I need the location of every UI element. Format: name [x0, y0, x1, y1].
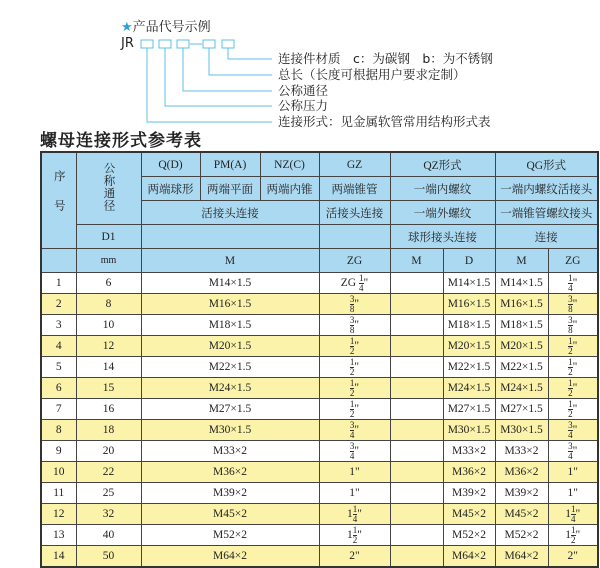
cell-qg-m: M45×2: [495, 504, 548, 525]
zg-denominator: 4: [349, 450, 355, 461]
zg-whole: 1: [567, 487, 574, 499]
cell-qz-m: [390, 399, 443, 420]
cell-no: 8: [41, 420, 76, 441]
cell-m: M45×2: [141, 504, 319, 525]
zg-whole: 2: [567, 550, 574, 562]
header-qd: Q(D): [141, 152, 200, 177]
cell-qz-d: M27×1.5: [443, 399, 495, 420]
table-row: [41, 525, 598, 546]
cell-qg-zg: [548, 441, 598, 462]
cell-m: M16×1.5: [141, 294, 319, 315]
label-length: 总长（长度可根据用户要求定制）: [278, 67, 466, 82]
zg-inch: ": [575, 528, 581, 541]
cell-qg-zg: [548, 525, 598, 546]
cell-qz-m: [390, 462, 443, 483]
label-material: 连接件材质 c：为碳钢 b：为不锈钢: [278, 51, 493, 66]
zg-whole: 1: [347, 507, 353, 520]
zg-inch: ": [573, 466, 578, 478]
cell-m: M20×1.5: [141, 336, 319, 357]
table-row: [41, 483, 598, 504]
zg-inch: ": [354, 360, 360, 373]
zg-inch: ": [572, 318, 578, 331]
cell-no: 3: [41, 315, 76, 336]
zg-inch: ": [354, 381, 360, 394]
header-qz-connection: 一端外螺纹: [390, 201, 495, 225]
cell-dn: 50: [76, 546, 141, 568]
cell-qg-zg: [548, 378, 598, 399]
cell-qz-d: M24×1.5: [443, 378, 495, 399]
zg-whole: 1: [565, 507, 572, 520]
cell-m: M64×2: [141, 546, 319, 568]
cell-m: M52×2: [141, 525, 319, 546]
zg-whole: 1: [567, 466, 574, 478]
cell-qz-d: M30×1.5: [443, 420, 495, 441]
zg-denominator: 8: [349, 324, 355, 335]
cell-qg-m: M16×1.5: [495, 294, 548, 315]
cell-m: M22×1.5: [141, 357, 319, 378]
cell-no: 14: [41, 546, 76, 568]
zg-numerator: 1: [349, 335, 355, 346]
zg-inch: ": [573, 487, 578, 499]
cell-zg: [319, 462, 390, 483]
code-box: [203, 40, 215, 48]
cell-dn: 18: [76, 420, 141, 441]
cell-qg-m: M30×1.5: [495, 420, 548, 441]
cell-dn: 22: [76, 462, 141, 483]
cell-qg-zg: [548, 336, 598, 357]
cell-qg-zg: [548, 546, 598, 568]
cell-no: 11: [41, 483, 76, 504]
table-row: [41, 336, 598, 357]
zg-inch: ": [355, 487, 360, 499]
header-qz-d: D: [443, 249, 495, 273]
cell-qg-zg: [548, 357, 598, 378]
cell-dn: 8: [76, 294, 141, 315]
table-row: [41, 441, 598, 462]
cell-no: 9: [41, 441, 76, 462]
zg-numerator: 1: [349, 356, 355, 367]
header-seq: 序号: [41, 152, 76, 249]
cell-qg-m: M24×1.5: [495, 378, 548, 399]
cell-no: 12: [41, 504, 76, 525]
connector-line: [209, 48, 272, 75]
connector-line: [228, 48, 272, 59]
table-row: [41, 273, 598, 294]
zg-numerator: 1: [349, 398, 355, 409]
zg-numerator: 1: [571, 524, 576, 535]
cell-qg-zg: [548, 420, 598, 441]
zg-denominator: 2: [349, 345, 355, 356]
cell-qz-d: M36×2: [443, 462, 495, 483]
zg-inch: ": [573, 550, 578, 562]
zg-prefix: ZG: [340, 276, 357, 289]
zg-denominator: 4: [359, 282, 364, 293]
cell-qg-zg: [548, 483, 598, 504]
zg-denominator: 8: [568, 324, 573, 335]
header-qz-ball: 球形接头连接: [390, 225, 495, 249]
cell-qz-m: [390, 483, 443, 504]
code-box: [141, 40, 153, 48]
cell-zg: [319, 483, 390, 504]
zg-inch: ": [572, 423, 578, 436]
zg-inch: ": [575, 507, 581, 520]
zg-inch: ": [355, 466, 360, 478]
cell-qg-m: M20×1.5: [495, 336, 548, 357]
cell-m: M18×1.5: [141, 315, 319, 336]
zg-inch: ": [354, 297, 360, 310]
cell-qz-m: [390, 294, 443, 315]
zg-denominator: 2: [352, 534, 358, 545]
cell-dn: 16: [76, 399, 141, 420]
cell-qg-m: M33×2: [495, 441, 548, 462]
cell-qg-zg: [548, 399, 598, 420]
cell-qg-zg: [548, 462, 598, 483]
label-nominal-diameter: 公称通径: [278, 83, 329, 98]
code-box: [159, 40, 171, 48]
zg-denominator: 2: [349, 387, 355, 398]
zg-inch: ": [357, 507, 362, 520]
cell-dn: 40: [76, 525, 141, 546]
example-title-text: 产品代号示例: [132, 20, 211, 35]
label-nominal-pressure: 公称压力: [278, 98, 329, 113]
zg-numerator: 3: [568, 419, 573, 430]
cell-qz-d: M14×1.5: [443, 273, 495, 294]
table-row: [41, 294, 598, 315]
cell-zg: [319, 441, 390, 462]
cell-qz-d: M22×1.5: [443, 357, 495, 378]
cell-qz-m: [390, 441, 443, 462]
zg-numerator: 1: [359, 272, 364, 283]
cell-no: 5: [41, 357, 76, 378]
cell-qz-d: M45×2: [443, 504, 495, 525]
zg-inch: ": [363, 276, 369, 289]
cell-dn: 12: [76, 336, 141, 357]
zg-denominator: 4: [568, 429, 573, 440]
table-row: [41, 504, 598, 525]
header-nominal-diameter: 公称通径: [76, 152, 141, 225]
zg-inch: ": [355, 550, 360, 562]
cell-qz-m: [390, 336, 443, 357]
cell-qz-d: M18×1.5: [443, 315, 495, 336]
table-title: 螺母连接形式参考表: [40, 131, 202, 151]
cell-no: 7: [41, 399, 76, 420]
cell-dn: 25: [76, 483, 141, 504]
header-qz-m: M: [390, 249, 443, 273]
header-mm: mm: [76, 249, 141, 273]
zg-numerator: 3: [568, 293, 573, 304]
cell-zg: [319, 546, 390, 568]
zg-denominator: 4: [568, 282, 573, 293]
header-qg-conn: 连接: [495, 225, 598, 249]
cell-qz-m: [390, 504, 443, 525]
cell-dn: 10: [76, 315, 141, 336]
zg-numerator: 1: [352, 503, 358, 514]
zg-denominator: 4: [349, 429, 355, 440]
cell-qz-d: M20×1.5: [443, 336, 495, 357]
cell-zg: [319, 357, 390, 378]
zg-inch: ": [572, 297, 578, 310]
cell-qg-m: M18×1.5: [495, 315, 548, 336]
zg-inch: ": [354, 444, 360, 457]
cell-m: M30×1.5: [141, 420, 319, 441]
header-union-connection: 活接头连接: [141, 201, 319, 225]
header-nz: NZ(C): [260, 152, 319, 177]
zg-numerator: 1: [571, 503, 576, 514]
cell-m: M14×1.5: [141, 273, 319, 294]
zg-numerator: 3: [349, 293, 355, 304]
cell-qz-m: [390, 378, 443, 399]
zg-inch: ": [572, 276, 578, 289]
zg-inch: ": [354, 423, 360, 436]
cell-qz-d: M64×2: [443, 546, 495, 568]
table-row: [41, 399, 598, 420]
zg-numerator: 1: [568, 356, 573, 367]
zg-numerator: 1: [352, 524, 358, 535]
cell-qz-d: M39×2: [443, 483, 495, 504]
zg-inch: ": [354, 339, 360, 352]
zg-numerator: 1: [568, 272, 573, 283]
cell-dn: 6: [76, 273, 141, 294]
header-qg-zg: ZG: [548, 249, 598, 273]
cell-qz-m: [390, 525, 443, 546]
zg-inch: ": [572, 339, 578, 352]
header-qg-desc: 一端内螺纹活接头: [495, 177, 598, 201]
zg-whole: 1: [349, 487, 356, 499]
reference-table: [40, 151, 599, 568]
cell-qg-m: M39×2: [495, 483, 548, 504]
cell-qz-d: M52×2: [443, 525, 495, 546]
cell-m: M24×1.5: [141, 378, 319, 399]
cell-qz-d: M33×2: [443, 441, 495, 462]
header-qg: QG形式: [495, 152, 598, 177]
cell-no: 6: [41, 378, 76, 399]
cell-qg-zg: [548, 504, 598, 525]
table-row: [41, 378, 598, 399]
zg-inch: ": [354, 402, 360, 415]
cell-dn: 15: [76, 378, 141, 399]
cell-zg: [319, 525, 390, 546]
header-qg-m: M: [495, 249, 548, 273]
zg-whole: 2: [349, 550, 356, 562]
zg-inch: ": [572, 444, 578, 457]
zg-denominator: 2: [568, 408, 573, 419]
zg-whole: 1: [349, 466, 356, 478]
cell-zg: [319, 315, 390, 336]
cell-m: M27×1.5: [141, 399, 319, 420]
header-gz-connection: 活接头连接: [319, 201, 390, 225]
cell-dn: 20: [76, 441, 141, 462]
header-qd-desc: 两端球形: [141, 177, 200, 201]
zg-denominator: 2: [571, 534, 576, 545]
cell-zg: [319, 294, 390, 315]
zg-numerator: 3: [349, 419, 355, 430]
zg-numerator: 1: [568, 377, 573, 388]
cell-qg-m: M64×2: [495, 546, 548, 568]
cell-qz-d: M16×1.5: [443, 294, 495, 315]
header-zg: ZG: [319, 249, 390, 273]
zg-numerator: 1: [568, 398, 573, 409]
cell-zg: [319, 420, 390, 441]
cell-qz-m: [390, 420, 443, 441]
header-seq-cont: [41, 249, 76, 273]
table-row: [41, 420, 598, 441]
cell-zg: [319, 378, 390, 399]
cell-no: 1: [41, 273, 76, 294]
header-nz-desc: 两端内锥: [260, 177, 319, 201]
table-row: [41, 357, 598, 378]
star-icon: ★: [121, 20, 133, 35]
header-m: M: [141, 249, 319, 273]
zg-denominator: 2: [568, 345, 573, 356]
zg-denominator: 8: [349, 303, 355, 314]
zg-denominator: 2: [568, 387, 573, 398]
zg-inch: ": [572, 381, 578, 394]
cell-qg-m: M36×2: [495, 462, 548, 483]
cell-qz-m: [390, 357, 443, 378]
zg-denominator: 8: [568, 303, 573, 314]
cell-m: M33×2: [141, 441, 319, 462]
cell-qg-m: M22×1.5: [495, 357, 548, 378]
table-row: [41, 546, 598, 568]
cell-dn: 32: [76, 504, 141, 525]
cell-no: 10: [41, 462, 76, 483]
cell-no: 4: [41, 336, 76, 357]
cell-dn: 14: [76, 357, 141, 378]
header-d1: D1: [76, 225, 141, 249]
header-pm-desc: 两端平面: [200, 177, 260, 201]
code-prefix: JR: [121, 36, 134, 51]
zg-inch: ": [354, 318, 360, 331]
cell-zg: [319, 336, 390, 357]
zg-numerator: 1: [568, 335, 573, 346]
header-qz: QZ形式: [390, 152, 495, 177]
zg-denominator: 4: [568, 450, 573, 461]
code-box: [222, 40, 234, 48]
zg-inch: ": [357, 528, 362, 541]
label-connection-form: 连接形式：见金属软管常用结构形式表: [278, 114, 491, 129]
cell-qg-m: M14×1.5: [495, 273, 548, 294]
header-pm: PM(A): [200, 152, 260, 177]
zg-denominator: 4: [571, 513, 576, 524]
cell-zg: [319, 399, 390, 420]
zg-numerator: 3: [568, 440, 573, 451]
connector-line: [165, 48, 272, 106]
table-row: [41, 462, 598, 483]
cell-no: 13: [41, 525, 76, 546]
zg-whole: 1: [565, 528, 572, 541]
zg-inch: ": [572, 402, 578, 415]
cell-qg-m: M27×1.5: [495, 399, 548, 420]
cell-qg-zg: [548, 315, 598, 336]
code-box: [177, 40, 189, 48]
zg-whole: 1: [347, 528, 353, 541]
cell-zg: [319, 504, 390, 525]
cell-qz-m: [390, 546, 443, 568]
cell-qg-m: M52×2: [495, 525, 548, 546]
zg-numerator: 3: [349, 314, 355, 325]
cell-qz-m: [390, 315, 443, 336]
header-gz: GZ: [319, 152, 390, 177]
header-qg-connection: 一端锥管螺纹接头: [495, 201, 598, 225]
header-qz-desc: 一端内螺纹: [390, 177, 495, 201]
cell-m: M36×2: [141, 462, 319, 483]
cell-m: M39×2: [141, 483, 319, 504]
zg-inch: ": [572, 360, 578, 373]
cell-qz-m: [390, 273, 443, 294]
zg-denominator: 2: [349, 408, 355, 419]
zg-denominator: 2: [568, 366, 573, 377]
zg-numerator: 3: [349, 440, 355, 451]
cell-qg-zg: [548, 294, 598, 315]
zg-numerator: 3: [568, 314, 573, 325]
zg-denominator: 2: [349, 366, 355, 377]
cell-zg: [319, 273, 390, 294]
header-empty: [319, 225, 390, 249]
header-empty: [141, 225, 319, 249]
header-gz-desc: 两端锥管: [319, 177, 390, 201]
cell-no: 2: [41, 294, 76, 315]
zg-denominator: 4: [352, 513, 358, 524]
cell-qg-zg: [548, 273, 598, 294]
table-row: [41, 315, 598, 336]
zg-numerator: 1: [349, 377, 355, 388]
